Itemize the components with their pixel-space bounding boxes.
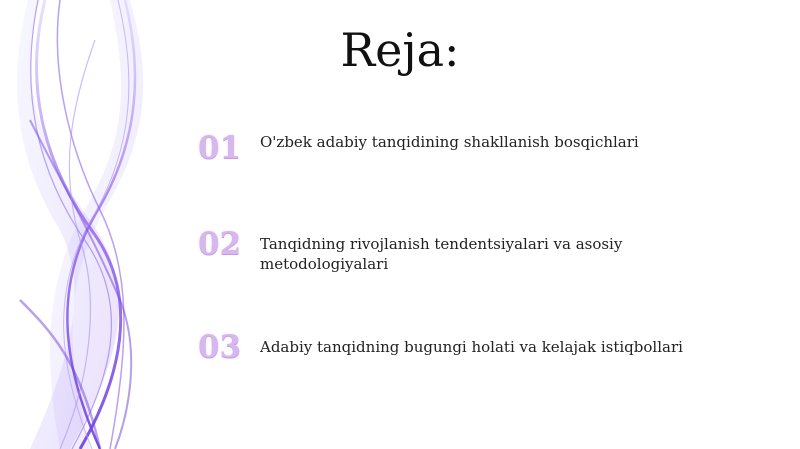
agenda-item-1 xyxy=(198,130,758,180)
agenda-number: 03 xyxy=(198,329,242,365)
agenda-number: 02 xyxy=(198,226,242,262)
agenda-text: O'zbek adabiy tanqidining shakllanish bosqichlari xyxy=(260,133,639,151)
agenda-number: 01 xyxy=(198,130,242,166)
agenda-text: Adabiy tanqidning bugungi holati va kelajak istiqbollari xyxy=(260,338,683,356)
purple-smoke-ribbon-decoration xyxy=(0,0,200,449)
slide-title: Reja: xyxy=(340,23,460,77)
agenda-item-3 xyxy=(198,329,758,379)
agenda-item-2 xyxy=(198,226,758,276)
agenda-text: Tanqidning rivojlanish tendentsiyalari va asosiy metodologiyalari xyxy=(260,235,623,273)
